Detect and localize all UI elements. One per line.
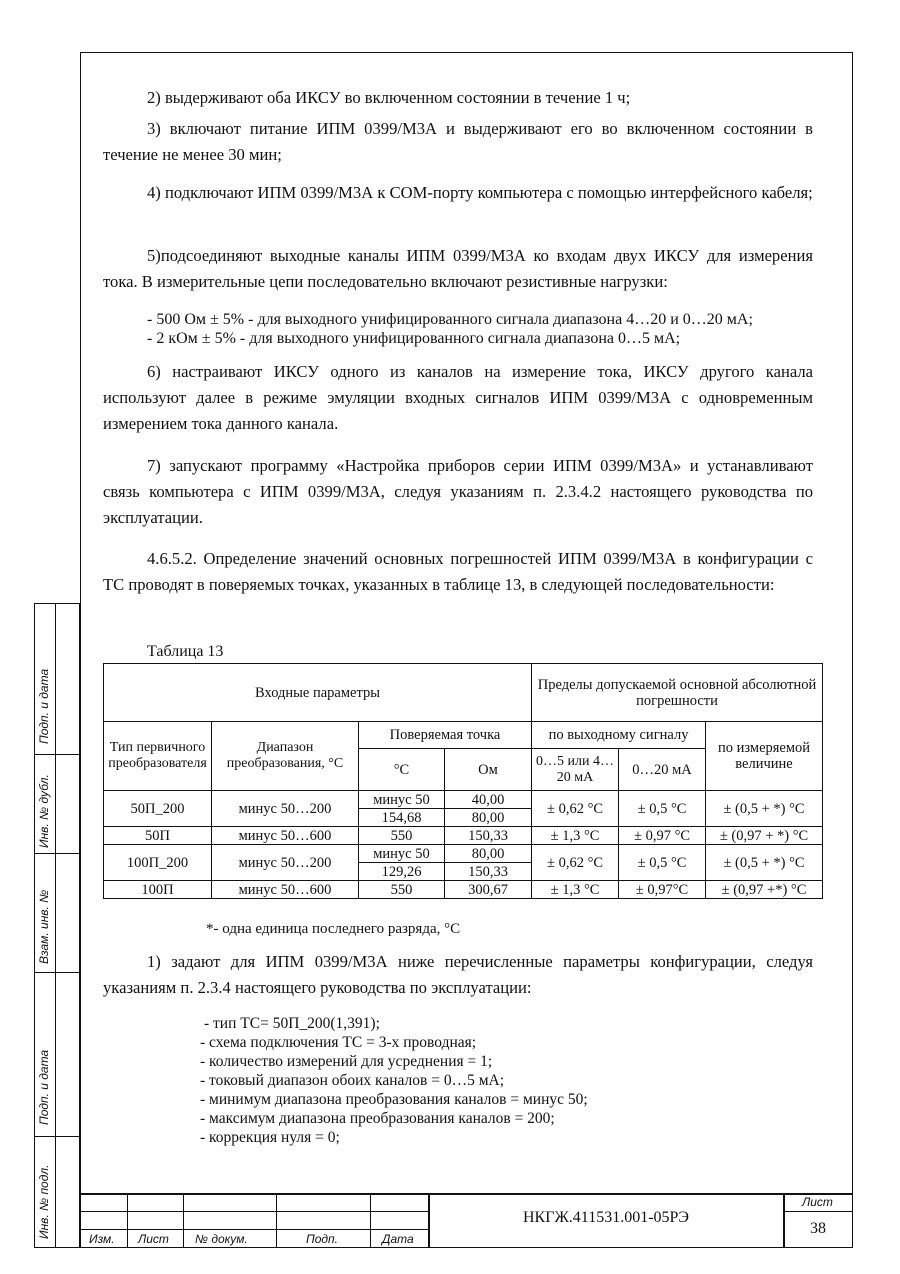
header-by-output: по выходному сигналу (532, 722, 706, 749)
margin-strip (34, 603, 80, 1248)
cell-error-out2: ± 0,97 °С (619, 827, 706, 845)
margin-label: Инв. № дубл. (37, 774, 51, 848)
cell-error-out1: ± 0,62 °С (532, 845, 619, 881)
table-footnote: *- одна единица последнего разряда, °С (206, 921, 461, 937)
cell-point-ohm: 80,00 (445, 845, 532, 863)
config-item: - коррекция нуля = 0; (200, 1129, 340, 1146)
cell-error-meas: ± (0,97 +*) °С (706, 881, 823, 899)
margin-label: Подп. и дата (37, 668, 51, 744)
sheet-number: 38 (810, 1220, 826, 1237)
cell-error-meas: ± (0,97 + *) °С (706, 827, 823, 845)
cell-type: 50П (104, 827, 212, 845)
margin-block (34, 1136, 80, 1248)
paragraph-step-3: 3) включают питание ИПМ 0399/М3А и выдерживают его во включенном состоянии в течение не менее 30 мин; (103, 119, 813, 164)
stamp-label-list: Лист (138, 1232, 169, 1246)
margin-block (34, 972, 80, 1137)
stamp-label-data: Дата (382, 1232, 414, 1246)
paragraph-config-step-1: 1) задают для ИПМ 0399/М3А ниже перечисленные параметры конфигурации, следуя указаниям п. 2.3.4 настоящего руководства по эксплуатации: (103, 952, 813, 997)
cell-error-out1: ± 1,3 °С (532, 881, 619, 899)
header-by-measured: по измеряемой величине (706, 722, 823, 791)
paragraph-step-4: 4) подключают ИПМ 0399/М3А к COM-порту компьютера с помощью интерфейсного кабеля; (147, 183, 813, 202)
table-13 (103, 663, 823, 899)
load-list (147, 310, 753, 348)
header-0-5-ma: 0…5 или 4…20 мА (532, 749, 619, 791)
cell-point-ohm: 40,00 (445, 791, 532, 809)
cell-point-c: 129,26 (359, 863, 445, 881)
cell-error-out2: ± 0,5 °С (619, 791, 706, 827)
config-item: - количество измерений для усреднения = 1; (200, 1053, 493, 1070)
header-input-params: Входные параметры (104, 664, 532, 722)
cell-type: 100П (104, 881, 212, 899)
cell-error-meas: ± (0,5 + *) °С (706, 791, 823, 827)
cell-point-c: 550 (359, 827, 445, 845)
header-sensor-type: Тип первичного преобразователя (104, 722, 212, 791)
cell-type: 100П_200 (104, 845, 212, 881)
paragraph-step-6: 6) настраивают ИКСУ одного из каналов на измерение тока, ИКСУ другого канала используют далее в режиме эмуляции входных сигналов ИПМ 0399/М3А с одновременным измерением тока данного канала. (103, 362, 813, 433)
table-row (104, 827, 823, 845)
paragraph-4-6-5-2: 4.6.5.2. Определение значений основных погрешностей ИПМ 0399/М3А в конфигурации с ТС проводят в поверяемых точках, указанных в таблице 13, в следующей последовательности: (103, 549, 813, 594)
header-ohm: Ом (445, 749, 532, 791)
header-range: Диапазон преобразования, °С (212, 722, 359, 791)
cell-range: минус 50…200 (212, 845, 359, 881)
cell-point-c: минус 50 (359, 791, 445, 809)
paragraph-step-7: 7) запускают программу «Настройка приборов серии ИПМ 0399/М3А» и устанавливают связь компьютера с ИПМ 0399/М3А, следуя указаниям п. 2.3.4.2 настоящего руководства по эксплуатации. (103, 456, 813, 527)
load-item: - 2 кОм ± 5% - для выходного унифицированного сигнала диапазона 0…5 мА; (147, 330, 681, 347)
cell-error-out1: ± 0,62 °С (532, 791, 619, 827)
stamp-label-izm: Изм. (89, 1232, 115, 1246)
stamp-label-dokum: № докум. (195, 1232, 248, 1246)
config-item: - минимум диапазона преобразования каналов = минус 50; (200, 1091, 588, 1108)
margin-block (34, 853, 80, 973)
config-item: - токовый диапазон обоих каналов = 0…5 мА; (200, 1072, 505, 1089)
margin-block (34, 754, 80, 854)
margin-label: Взам. инв. № (37, 889, 51, 964)
margin-label: Подп. и дата (37, 1049, 51, 1125)
cell-point-ohm: 150,33 (445, 827, 532, 845)
margin-block (34, 603, 80, 755)
load-item: - 500 Ом ± 5% - для выходного унифицированного сигнала диапазона 4…20 и 0…20 мА; (147, 311, 753, 328)
table-row (104, 881, 823, 899)
header-celsius: °С (359, 749, 445, 791)
cell-error-out1: ± 1,3 °С (532, 827, 619, 845)
table-caption: Таблица 13 (147, 643, 224, 660)
cell-range: минус 50…200 (212, 791, 359, 827)
config-item: - максимум диапазона преобразования каналов = 200; (200, 1110, 555, 1127)
cell-point-ohm: 80,00 (445, 809, 532, 827)
title-block (80, 1193, 853, 1248)
cell-point-c: 154,68 (359, 809, 445, 827)
table-row (104, 791, 823, 809)
cell-point-ohm: 300,67 (445, 881, 532, 899)
cell-range: минус 50…600 (212, 827, 359, 845)
cell-error-out2: ± 0,5 °С (619, 845, 706, 881)
cell-error-meas: ± (0,5 + *) °С (706, 845, 823, 881)
cell-range: минус 50…600 (212, 881, 359, 899)
config-list (200, 1014, 588, 1147)
paragraph-step-5: 5)подсоединяют выходные каналы ИПМ 0399/М3А ко входам двух ИКСУ для измерения тока. В измерительные цепи последовательно включают резистивные нагрузки: (103, 246, 813, 291)
header-error-limits: Пределы допускаемой основной абсолютной погрешности (532, 664, 823, 722)
paragraph-step-2: 2) выдерживают оба ИКСУ во включенном состоянии в течение 1 ч; (147, 88, 631, 107)
cell-error-out2: ± 0,97°С (619, 881, 706, 899)
cell-point-c: минус 50 (359, 845, 445, 863)
header-check-point: Поверяемая точка (359, 722, 532, 749)
margin-label: Инв. № подл. (37, 1164, 51, 1239)
document-number: НКГЖ.411531.001-05РЭ (522, 1209, 689, 1226)
config-item: - схема подключения ТС = 3-х проводная; (200, 1034, 477, 1051)
stamp-label-podp: Подп. (306, 1232, 338, 1246)
config-item: - тип ТС= 50П_200(1,391); (204, 1015, 380, 1032)
header-0-20-ma: 0…20 мА (619, 749, 706, 791)
cell-point-c: 550 (359, 881, 445, 899)
table-row (104, 845, 823, 863)
sheet-label: Лист (802, 1195, 833, 1209)
cell-type: 50П_200 (104, 791, 212, 827)
cell-point-ohm: 150,33 (445, 863, 532, 881)
